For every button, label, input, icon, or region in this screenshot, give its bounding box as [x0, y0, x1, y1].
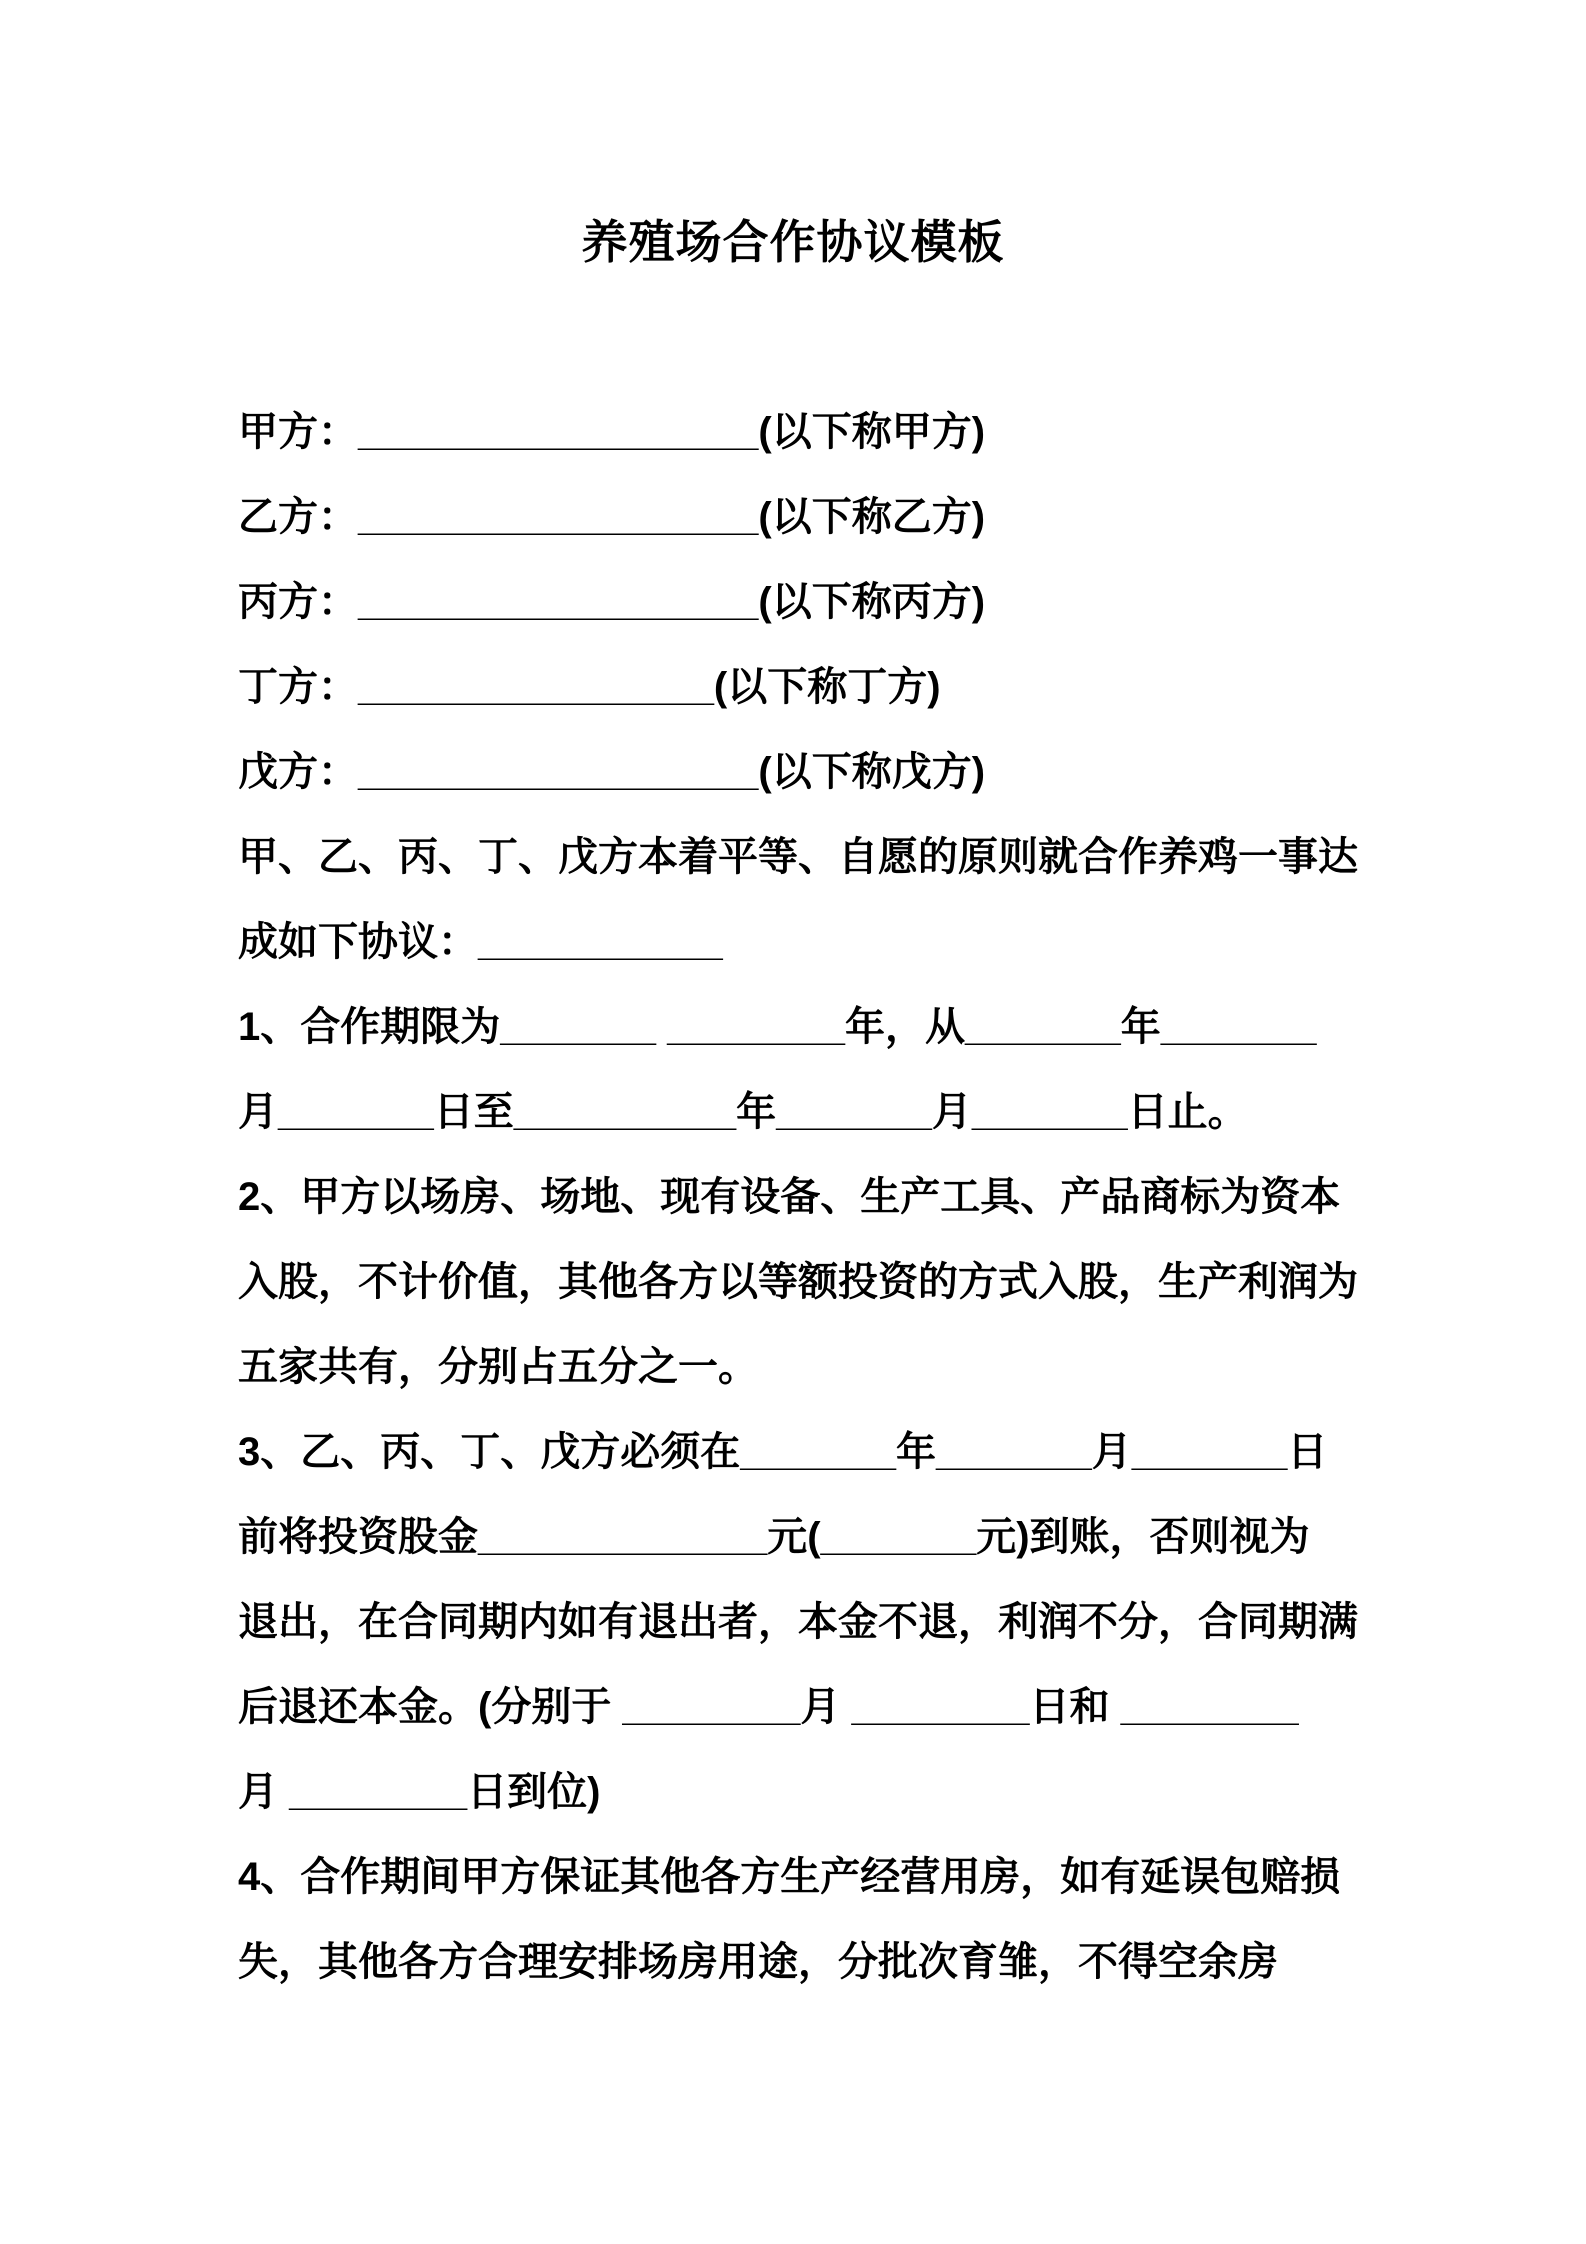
- line-party-jia: 甲方：__________________(以下称甲方): [238, 410, 986, 454]
- line-clause3-5: 月 ________日到位): [238, 1770, 601, 1814]
- line-clause3-1: 3、乙、丙、丁、戊方必须在_______年_______月_______日: [238, 1430, 1328, 1474]
- line-clause1-1: 1、合作期限为_______ ________年，从_______年_______: [238, 1005, 1317, 1049]
- line-clause2-3: 五家共有，分别占五分之一。: [238, 1345, 758, 1389]
- line-clause2-1: 2、甲方以场房、场地、现有设备、生产工具、产品商标为资本: [238, 1175, 1341, 1219]
- line-preamble-2: 成如下协议：___________: [238, 920, 723, 964]
- document-title: 养殖场合作协议模板: [581, 216, 1005, 268]
- line-party-ding: 丁方：________________(以下称丁方): [238, 665, 941, 709]
- line-clause2-2: 入股，不计价值，其他各方以等额投资的方式入股，生产利润为: [238, 1260, 1358, 1304]
- line-clause4-2: 失，其他各方合理安排场房用途，分批次育雏，不得空余房: [238, 1940, 1278, 1984]
- line-clause3-3: 退出，在合同期内如有退出者，本金不退，利润不分，合同期满: [238, 1600, 1358, 1644]
- line-party-bing: 丙方：__________________(以下称丙方): [238, 580, 986, 624]
- line-preamble-1: 甲、乙、丙、丁、戊方本着平等、自愿的原则就合作养鸡一事达: [238, 835, 1358, 879]
- line-clause3-2: 前将投资股金_____________元(_______元)到账，否则视为: [238, 1515, 1310, 1559]
- line-clause1-2: 月_______日至__________年_______月_______日止。: [238, 1090, 1248, 1134]
- line-party-wu: 戊方：__________________(以下称戊方): [238, 750, 986, 794]
- document-body: [238, 390, 1378, 2005]
- line-party-yi: 乙方：__________________(以下称乙方): [238, 495, 986, 539]
- line-clause3-4: 后退还本金。(分别于 ________月 ________日和 ________: [238, 1685, 1299, 1729]
- line-clause4-1: 4、合作期间甲方保证其他各方生产经营用房，如有延误包赔损: [238, 1855, 1341, 1899]
